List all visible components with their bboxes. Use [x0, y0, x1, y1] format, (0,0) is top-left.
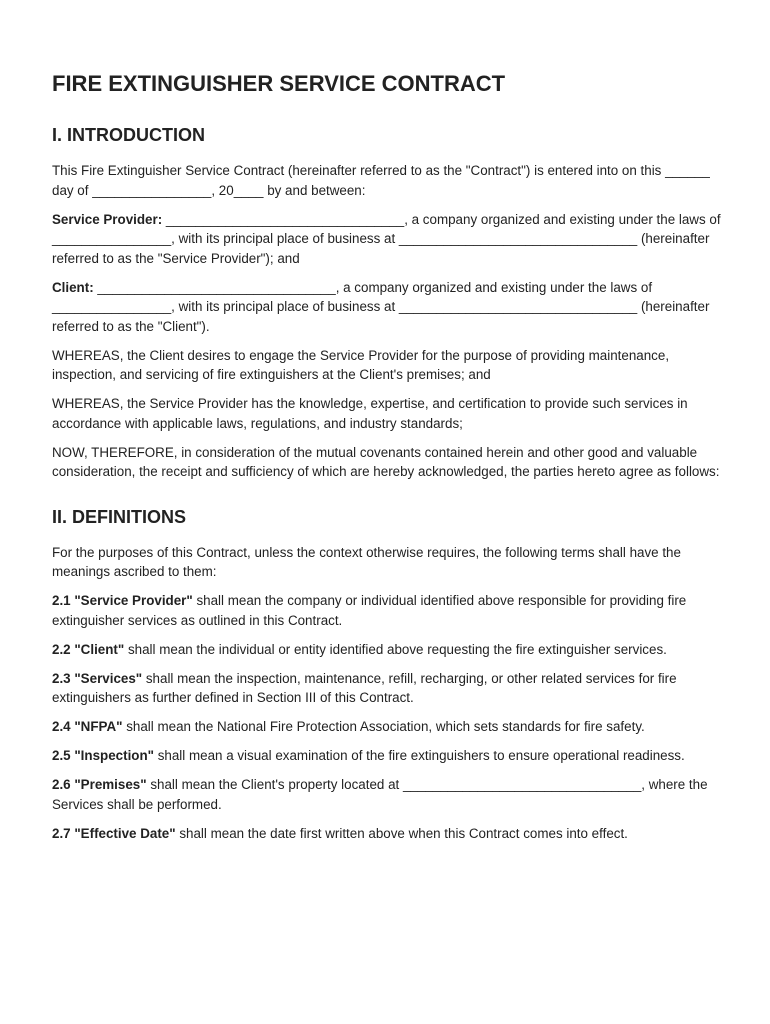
definition-term: 2.1 "Service Provider" — [52, 593, 193, 608]
definition-text: shall mean the Client's property located at ________________________________, where the Services shall be performed. — [52, 777, 708, 812]
definition-item — [52, 824, 724, 844]
definition-text: shall mean the individual or entity identified above requesting the fire extinguisher services. — [124, 641, 667, 657]
definition-text: shall mean the date first written above when this Contract comes into effect. — [175, 825, 628, 841]
now-therefore-paragraph: NOW, THEREFORE, in consideration of the mutual covenants contained herein and other good and valuable consideration, the receipt and sufficiency of which are hereby acknowledged, the parties hereto agree as follows: — [52, 444, 720, 479]
client-label: Client: — [52, 279, 94, 295]
section-heading-introduction: I. INTRODUCTION — [52, 125, 205, 145]
definition-term: 2.6 "Premises" — [52, 777, 147, 792]
definition-term: 2.7 "Effective Date" — [52, 825, 176, 841]
client-text: ________________________________, a company organized and existing under the laws of ________________, with its principal place of business at ________________________________ (hereinafter referred to as the "Client"). — [52, 279, 710, 334]
definition-term: 2.2 "Client" — [52, 641, 125, 657]
service-provider-paragraph — [52, 210, 724, 269]
section-heading-definitions: II. DEFINITIONS — [52, 506, 187, 527]
definition-item — [52, 775, 724, 814]
definition-item — [52, 591, 724, 630]
contract-page — [52, 70, 724, 843]
definition-item — [52, 640, 724, 660]
intro-paragraph: This Fire Extinguisher Service Contract (hereinafter referred to as the "Contract") is entered into on this ______ day of ________________, 20____ by and between: — [52, 163, 710, 198]
definition-item — [52, 717, 724, 737]
definition-term: 2.3 "Services" — [52, 670, 143, 686]
definition-term: 2.5 "Inspection" — [52, 748, 154, 763]
definitions-intro: For the purposes of this Contract, unless the context otherwise requires, the following terms shall have the meanings ascribed to them: — [52, 544, 681, 579]
document-title: FIRE EXTINGUISHER SERVICE CONTRACT — [52, 71, 506, 96]
definition-text: shall mean the National Fire Protection Association, which sets standards for fire safety. — [122, 719, 645, 734]
definition-text: shall mean a visual examination of the fire extinguishers to ensure operational readiness. — [154, 748, 685, 763]
definition-item — [52, 669, 724, 708]
definition-term: 2.4 "NFPA" — [52, 719, 123, 734]
definition-text: shall mean the inspection, maintenance, refill, recharging, or other related services for fire extinguishers as further defined in Section III of this Contract. — [52, 670, 677, 705]
whereas-paragraph-1: WHEREAS, the Client desires to engage the Service Provider for the purpose of providing maintenance, inspection, and servicing of fire extinguishers at the Client's premises; and — [52, 347, 670, 382]
whereas-paragraph-2: WHEREAS, the Service Provider has the knowledge, expertise, and certification to provide such services in accordance with applicable laws, regulations, and industry standards; — [52, 396, 688, 431]
definition-text: shall mean the company or individual identified above responsible for providing fire extinguisher services as outlined in this Contract. — [52, 593, 687, 628]
service-provider-text: ________________________________, a company organized and existing under the laws of ________________, with its principal place of business at ________________________________ (hereinafter referred to as the "Service Provider"); and — [52, 211, 721, 266]
client-paragraph — [52, 278, 724, 337]
service-provider-label: Service Provider: — [52, 211, 163, 227]
definition-item — [52, 746, 724, 766]
